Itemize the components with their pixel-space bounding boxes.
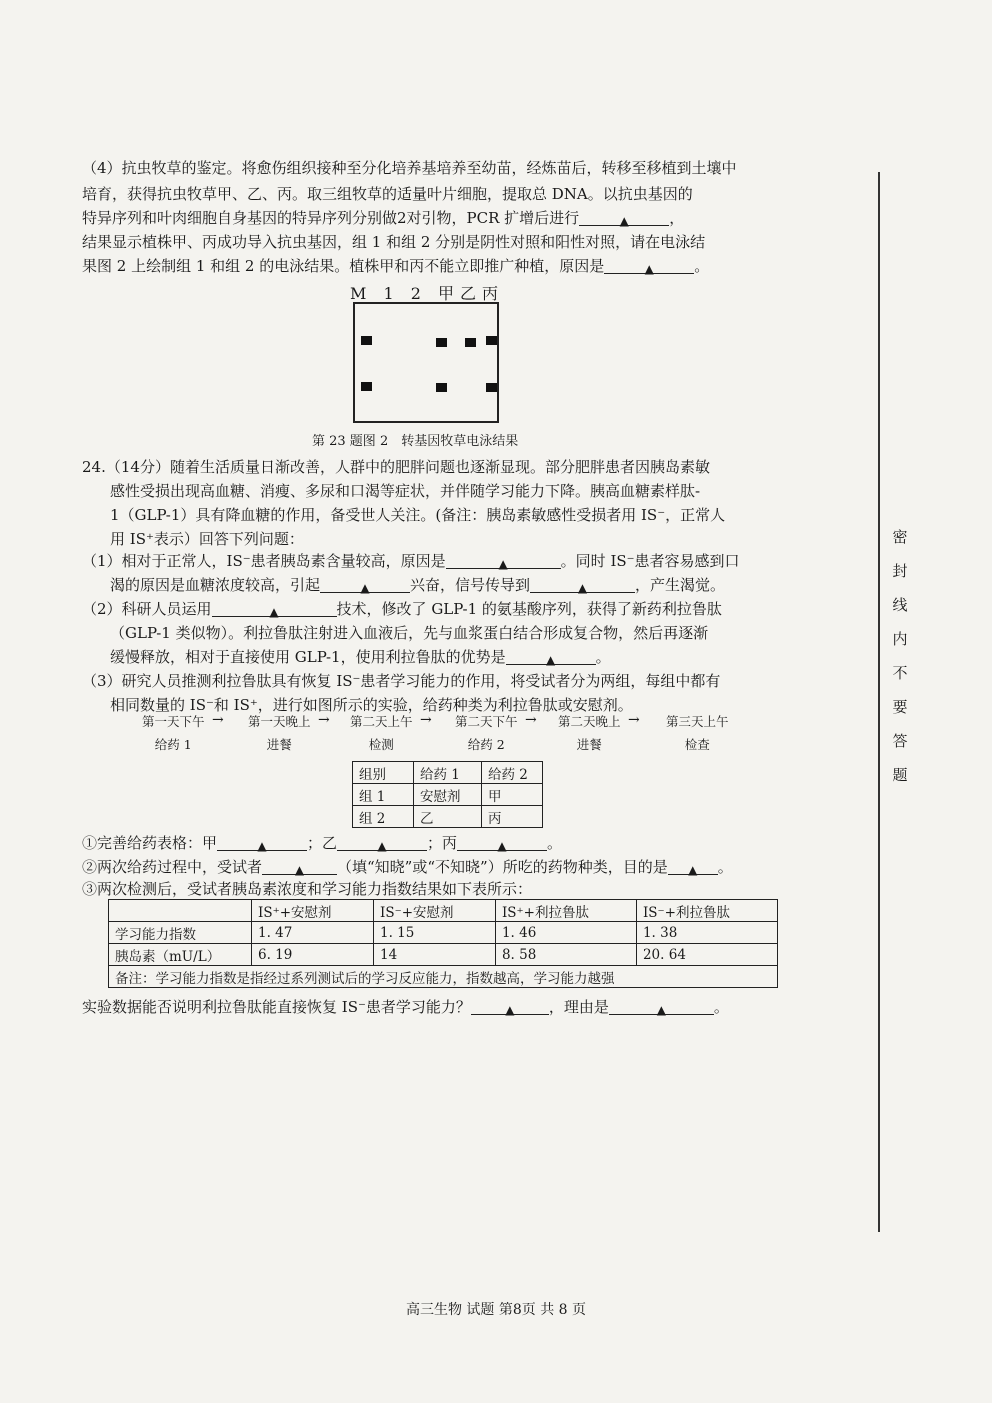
page-footer: 高三生物 试题 第8页 共 8 页 [405, 1302, 587, 1318]
gel-band [465, 338, 476, 347]
gel-band [486, 383, 497, 392]
flow-step-3: 第二天上午 检测 [350, 714, 413, 752]
q23-line-4: 结果显示植株甲、丙成功导入抗虫基因，组 1 和组 2 分别是阴性对照和阳性对照，请在电泳结 [82, 233, 706, 251]
arrow-right-icon: → [318, 712, 330, 728]
q24-intro-3: 1（GLP-1）具有降血糖的作用，备受世人关注。(备注：胰岛素敏感性受损者用 IS⁻，正常人 [110, 506, 726, 524]
flow-step-6: 第三天上午 检查 [666, 714, 729, 752]
gel-caption: 第 23 题图 2 转基因牧草电泳结果 [312, 434, 519, 449]
answer-blank[interactable] [217, 834, 307, 851]
q23-line-2: 培育，获得抗虫牧草甲、乙、丙。取三组牧草的适量叶片细胞，提取总 DNA。以抗虫基因的 [82, 185, 693, 203]
answer-blank[interactable] [668, 858, 718, 875]
q24-s2-line-2: （GLP-1 类似物）。利拉鲁肽注射进入血液后，先与血浆蛋白结合形成复合物，然后再逐渐 [110, 624, 709, 642]
answer-blank[interactable] [320, 576, 410, 593]
triangle-icon: ▲ [377, 839, 387, 853]
table-row: 组 2 乙 丙 [353, 806, 543, 828]
answer-blank[interactable] [212, 600, 337, 617]
q23-line-5: 果图 2 上绘制组 1 和组 2 的电泳结果。植株甲和丙不能立即推广种植，原因是 ▲ 。 [82, 257, 710, 276]
answer-blank[interactable] [457, 834, 547, 851]
triangle-icon: ▲ [505, 1003, 515, 1017]
table-row: 胰岛素（mU/L） 6. 19 14 8. 58 20. 64 [109, 944, 778, 966]
q24-intro-2: 感性受损出现高血糖、消瘦、多尿和口渴等症状，并伴随学习能力下降。胰高血糖素样肽- [110, 482, 701, 500]
table-row: 组 1 安慰剂 甲 [353, 784, 543, 806]
answer-blank[interactable] [579, 209, 669, 226]
seal-line-notice: 密封线内不要答题 [892, 528, 908, 784]
answer-blank[interactable] [446, 552, 561, 569]
result-table [108, 899, 778, 988]
gel-band [486, 336, 497, 345]
flow-step-5: 第二天晚上 进餐 [558, 714, 621, 752]
table-row: 学习能力指数 1. 47 1. 15 1. 46 1. 38 [109, 922, 778, 944]
seal-line [878, 172, 880, 1232]
q24-intro-4: 用 IS⁺表示）回答下列问题： [110, 530, 304, 548]
sub-q3: ③两次检测后，受试者胰岛素浓度和学习能力指数结果如下表所示： [82, 880, 533, 898]
q23-line-3: 特异序列和叶肉细胞自身基因的特异序列分别做2对引物，PCR 扩增后进行 ▲ ， [82, 209, 685, 228]
triangle-icon: ▲ [577, 581, 588, 595]
arrow-right-icon: → [525, 712, 537, 728]
final-question: 实验数据能否说明利拉鲁肽能直接恢复 IS⁻患者学习能力？ ▲ ，理由是 ▲ 。 [82, 998, 729, 1017]
gel-lane-labels: M 1 2 甲乙丙 [350, 284, 505, 303]
triangle-icon: ▲ [656, 1003, 667, 1017]
sub-q1: ①完善给药表格：甲 ▲ ；乙 ▲ ；丙 ▲ 。 [82, 834, 563, 853]
q24-s2-line-1: （2）科研人员运用 ▲ 技术，修改了 GLP-1 的氨基酸序列，获得了新药利拉鲁肽 [82, 600, 722, 619]
q24-s1-line-1: （1）相对于正常人，IS⁻患者胰岛素含量较高，原因是 ▲ 。同时 IS⁻患者容易感到口 [82, 552, 740, 571]
gel-image [353, 302, 499, 423]
q24-s2-line-3: 缓慢释放，相对于直接使用 GLP-1，使用利拉鲁肽的优势是 ▲ 。 [110, 648, 611, 667]
answer-blank[interactable] [471, 998, 549, 1015]
answer-blank[interactable] [337, 834, 427, 851]
gel-band [361, 382, 372, 391]
flow-step-2: 第一天晚上 进餐 [248, 714, 311, 752]
arrow-right-icon: → [212, 712, 224, 728]
flow-step-4: 第二天下午 给药 2 [455, 714, 518, 752]
table-row: 组别 给药 1 给药 2 [353, 762, 543, 784]
sub-q2: ②两次给药过程中，受试者 ▲ （填“知晓”或“不知晓”）所吃的药物种类，目的是 ▲ 。 [82, 858, 733, 877]
triangle-icon: ▲ [498, 557, 508, 571]
q23-line-1: （4）抗虫牧草的鉴定。将愈伤组织接种至分化培养基培养至幼苗，经炼苗后，转移至移植到土壤中 [82, 159, 737, 177]
q24-s3-line-1: （3）研究人员推测利拉鲁肽具有恢复 IS⁻患者学习能力的作用，将受试者分为两组，每组中都有 [82, 672, 721, 690]
triangle-icon: ▲ [294, 863, 305, 877]
arrow-right-icon: → [420, 712, 432, 728]
gel-band [436, 338, 447, 347]
answer-blank[interactable] [262, 858, 337, 875]
triangle-icon: ▲ [619, 214, 629, 228]
triangle-icon: ▲ [360, 581, 370, 595]
gel-band [436, 383, 447, 392]
table-row: IS⁺+安慰剂 IS⁻+安慰剂 IS⁺+利拉鲁肽 IS⁻+利拉鲁肽 [109, 900, 778, 922]
triangle-icon: ▲ [644, 262, 654, 276]
table-row [109, 966, 778, 988]
answer-blank[interactable] [609, 998, 714, 1015]
gel-band [361, 336, 372, 345]
triangle-icon: ▲ [688, 863, 698, 877]
triangle-icon: ▲ [497, 839, 507, 853]
triangle-icon: ▲ [257, 839, 267, 853]
triangle-icon: ▲ [545, 653, 556, 667]
q24-s3-line-2: 相同数量的 IS⁻和 IS⁺，进行如图所示的实验，给药种类为利拉鲁肽或安慰剂。 [110, 696, 633, 714]
group-table [352, 761, 543, 828]
answer-blank[interactable] [530, 576, 635, 593]
arrow-right-icon: → [628, 712, 640, 728]
q24-intro-1: 24.（14分）随着生活质量日渐改善，人群中的肥胖问题也逐渐显现。部分肥胖患者因胰岛素敏 [82, 458, 710, 476]
triangle-icon: ▲ [269, 605, 279, 619]
answer-blank[interactable] [604, 257, 694, 274]
flow-step-1: 第一天下午 给药 1 [142, 714, 205, 752]
q24-s1-line-2: 渴的原因是血糖浓度较高，引起 ▲ 兴奋，信号传导到 ▲ ，产生渴觉。 [110, 576, 726, 595]
answer-blank[interactable] [506, 648, 596, 665]
table-note: 备注：学习能力指数是指经过系列测试后的学习反应能力，指数越高，学习能力越强 [109, 966, 778, 988]
